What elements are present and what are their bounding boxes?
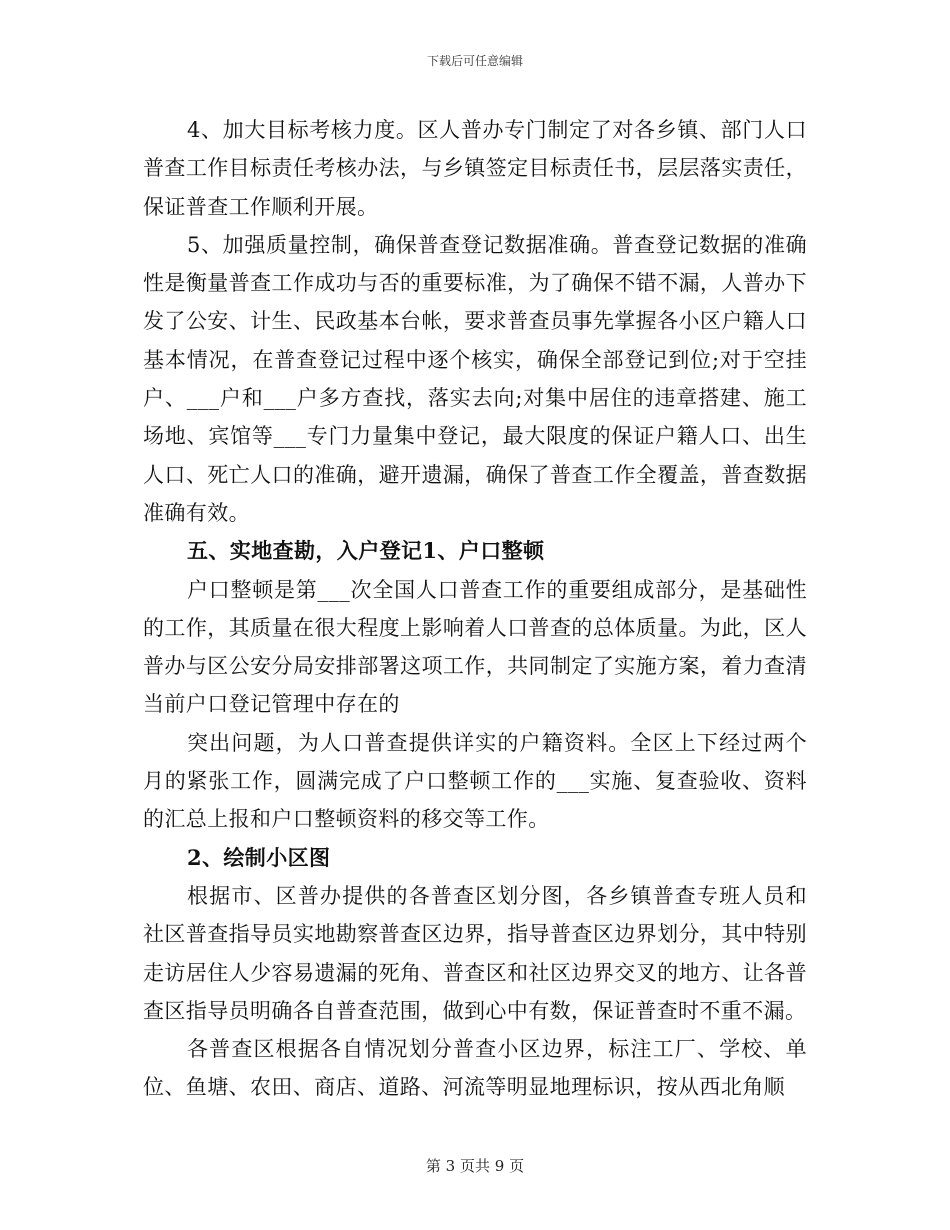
paragraph-target-assessment: 4、加大目标考核力度。区人普办专门制定了对各乡镇、部门人口普查工作目标责任考核办法，与乡镇签定目标责任书，层层落实责任，保证普查工作顺利开展。: [143, 118, 807, 219]
paragraph-district-boundaries: 根据市、区普办提供的各普查区划分图，各乡镇普查专班人员和社区普查指导员实地勘察普查区边界，指导普查区边界划分，其中特别走访居住人少容易遗漏的死角、普查区和社区边界交叉的地方、让各普查区指导员明确各自普查范围，做到心中有数，保证普查时不重不漏。: [143, 883, 807, 1023]
paragraph-subdistrict-marking: 各普查区根据各自情况划分普查小区边界，标注工厂、学校、单位、鱼塘、农田、商店、道路、河流等明显地理标识，按从西北角顺: [143, 1037, 807, 1100]
document-body: [143, 111, 807, 1107]
section-heading-district-map: 2、绘制小区图: [187, 844, 331, 870]
paragraph-household-rectification: 户口整顿是第___次全国人口普查工作的重要组成部分，是基础性的工作，其质量在很大程度上影响着人口普查的总体质量。为此，区人普办与区公安分局安排部署这项工作，共同制定了实施方案，着力查清当前户口登记管理中存在的: [143, 577, 807, 717]
section-heading-field-survey: 五、实地查勘，入户登记1、户口整顿: [187, 538, 545, 564]
page-header: 下载后可任意编辑: [426, 54, 523, 68]
paragraph-quality-control: 5、加强质量控制，确保普查登记数据准确。普查登记数据的准确性是衡量普查工作成功与否的重要标准，为了确保不错不漏，人普办下发了公安、计生、民政基本台帐，要求普查员事先掌握各小区户籍人口基本情况，在普查登记过程中逐个核实，确保全部登记到位;对于空挂户、___户和___户多方查找，落实去向;对集中居住的违章搭建、施工场地、宾馆等___专门力量集中登记，最大限度的保证户籍人口、出生人口、死亡人口的准确，避开遗漏，确保了普查工作全覆盖，普查数据准确有效。: [143, 232, 807, 525]
page-footer: 第 3 页共 9 页: [425, 1157, 525, 1175]
paragraph-household-results: 突出问题，为人口普查提供详实的户籍资料。全区上下经过两个月的紧张工作，圆满完成了户口整顿工作的___实施、复查验收、资料的汇总上报和户口整顿资料的移交等工作。: [143, 730, 807, 832]
